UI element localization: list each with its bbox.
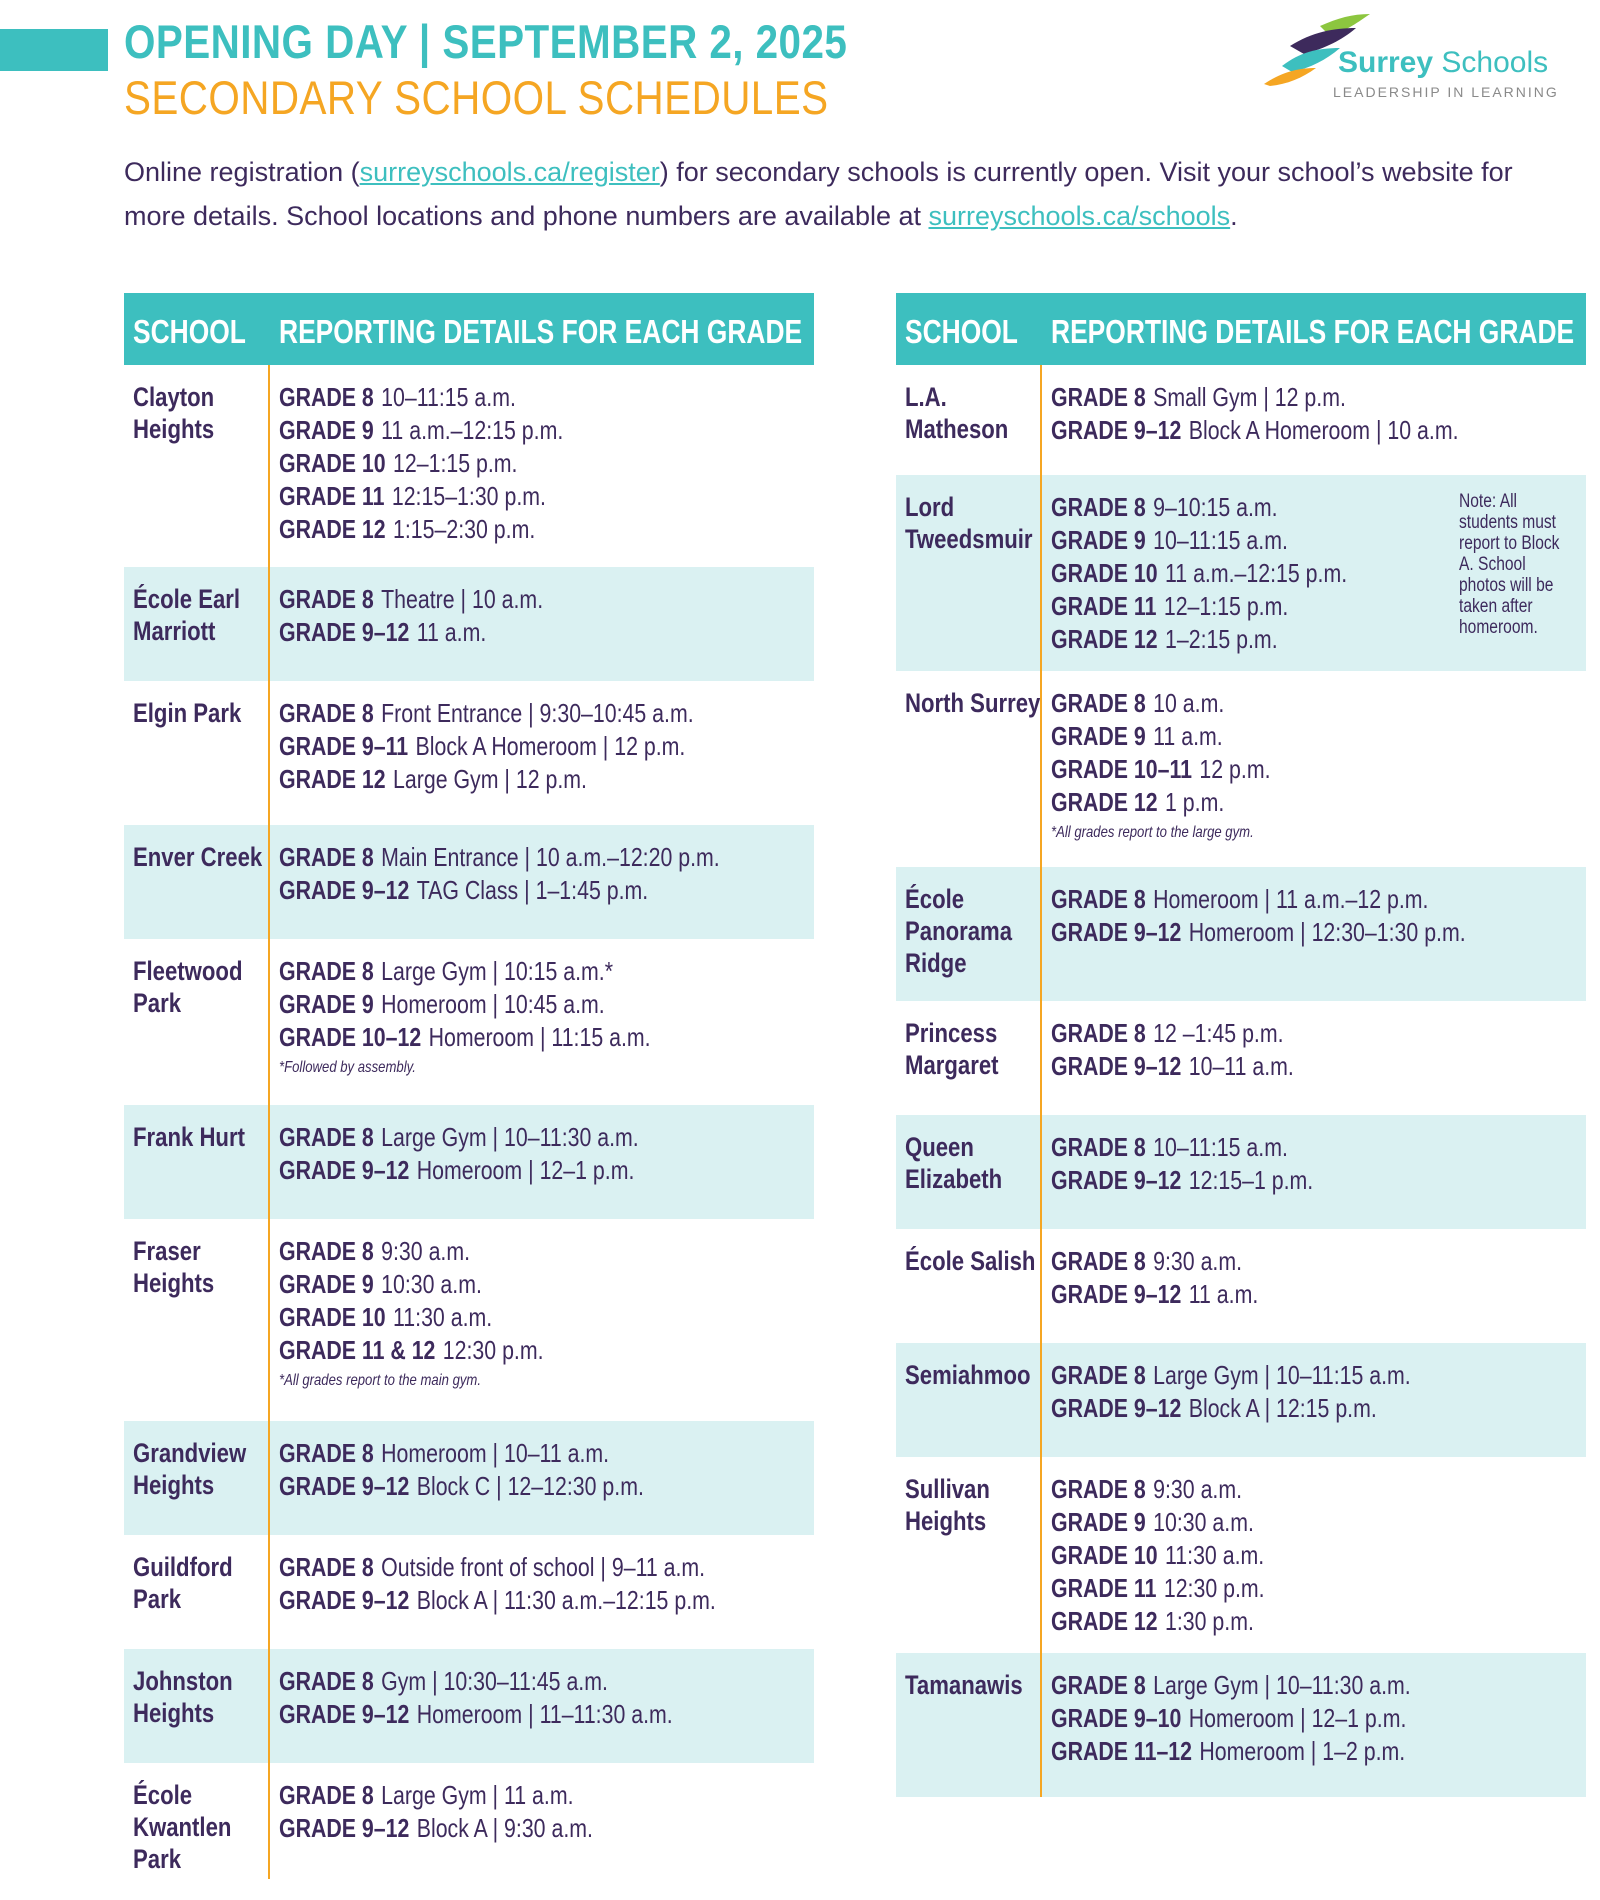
page-subtitle: SECONDARY SCHOOL SCHEDULES <box>124 71 829 124</box>
school-name: Fraser Heights <box>133 1236 215 1298</box>
grade-label: GRADE 9–12 <box>1051 415 1182 445</box>
grade-details: TAG Class | 1–1:45 p.m. <box>416 875 649 905</box>
grade-details: 11:30 a.m. <box>393 1302 493 1332</box>
grade-line <box>1051 1735 1559 1768</box>
grade-label: GRADE 9–12 <box>1051 1279 1182 1309</box>
table-row <box>124 567 814 681</box>
grade-details: Theatre | 10 a.m. <box>381 584 544 614</box>
grade-details: Block A Homeroom | 10 a.m. <box>1188 415 1459 445</box>
grade-label: GRADE 12 <box>1051 787 1158 817</box>
school-name: Lord Tweedsmuir <box>905 492 1033 554</box>
school-name: Frank Hurt <box>133 1122 245 1152</box>
school-name: Queen Elizabeth <box>905 1132 1003 1194</box>
grade-label: GRADE 8 <box>1051 1360 1146 1390</box>
grade-label: GRADE 9 <box>1051 525 1146 555</box>
reporting-details <box>279 583 787 649</box>
grade-label: GRADE 11 <box>1051 591 1157 621</box>
table-header <box>124 293 814 365</box>
grade-label: GRADE 8 <box>279 1122 374 1152</box>
grade-details: Homeroom | 10–11 a.m. <box>381 1438 610 1468</box>
grade-line <box>1051 1473 1559 1506</box>
grade-label: GRADE 8 <box>1051 1018 1146 1048</box>
grade-line <box>279 1154 787 1187</box>
grade-details: Large Gym | 10:15 a.m.* <box>381 956 614 986</box>
table-row <box>124 681 814 825</box>
reporting-details <box>279 697 787 796</box>
grade-label: GRADE 9–12 <box>279 1155 410 1185</box>
column-header-details: REPORTING DETAILS FOR EACH GRADE <box>279 313 803 350</box>
grade-line <box>279 1665 787 1698</box>
header-accent-bar <box>0 29 108 71</box>
grade-details: Large Gym | 11 a.m. <box>381 1780 574 1810</box>
table-row <box>896 365 1586 475</box>
grade-details: 10:30 a.m. <box>381 1269 482 1299</box>
grade-label: GRADE 8 <box>279 1236 374 1266</box>
intro-paragraph: Online registration (surreyschools.ca/register) for secondary schools is currently open. Visit your school’s website for more details. School locations and phone numbers are available at surreyschools.ca/schools. <box>124 157 1513 231</box>
grade-line <box>1051 1669 1559 1702</box>
grade-details: 10–11:15 a.m. <box>381 382 516 412</box>
school-name: Johnston Heights <box>133 1666 233 1728</box>
grade-details: Large Gym | 12 p.m. <box>393 764 587 794</box>
grade-line <box>1051 1278 1559 1311</box>
grade-label: GRADE 11–12 <box>1051 1736 1193 1766</box>
grade-line <box>1051 1605 1559 1638</box>
table-row <box>896 1457 1586 1653</box>
grade-details: 12:30 p.m. <box>442 1335 544 1365</box>
table-body <box>896 365 1586 1797</box>
grade-label: GRADE 8 <box>279 698 374 728</box>
table-row <box>896 1653 1586 1797</box>
grade-line <box>1051 883 1559 916</box>
grade-details: 10–11:15 a.m. <box>1153 1132 1288 1162</box>
school-name: L.A. Matheson <box>905 382 1009 444</box>
grade-label: GRADE 8 <box>279 1666 374 1696</box>
school-name: Enver Creek <box>133 842 263 872</box>
grade-line <box>279 955 787 988</box>
grade-label: GRADE 9 <box>1051 1507 1146 1537</box>
grade-details: 11 a.m.–12:15 p.m. <box>381 415 564 445</box>
grade-label: GRADE 8 <box>279 842 374 872</box>
grade-details: 9:30 a.m. <box>1153 1474 1243 1504</box>
logo-brand-text: Surrey Schools <box>1338 46 1549 79</box>
reporting-details <box>1051 1017 1559 1083</box>
table-row <box>124 1219 814 1421</box>
reporting-details <box>279 1437 787 1503</box>
table-body <box>124 365 814 1879</box>
grade-line <box>279 1301 787 1334</box>
grade-label: GRADE 9 <box>279 415 374 445</box>
grade-details: 1:15–2:30 p.m. <box>393 514 536 544</box>
grade-details: Homeroom | 10:45 a.m. <box>381 989 605 1019</box>
grade-label: GRADE 8 <box>1051 492 1146 522</box>
grade-line <box>279 841 787 874</box>
grade-details: 10 a.m. <box>1153 688 1225 718</box>
grade-label: GRADE 8 <box>279 1780 374 1810</box>
grade-details: 12:15–1:30 p.m. <box>391 481 546 511</box>
reporting-details <box>279 1551 787 1617</box>
grade-details: 11 a.m. <box>1188 1279 1259 1309</box>
table-row <box>896 1115 1586 1229</box>
grade-label: GRADE 8 <box>279 1438 374 1468</box>
grade-details: Block A | 12:15 p.m. <box>1188 1393 1377 1423</box>
grade-details: 12–1:15 p.m. <box>393 448 518 478</box>
grade-label: GRADE 10–12 <box>279 1022 422 1052</box>
grade-details: Large Gym | 10–11:30 a.m. <box>1153 1670 1411 1700</box>
grade-details: 11 a.m.–12:15 p.m. <box>1165 558 1348 588</box>
grade-line <box>279 1698 787 1731</box>
grade-details: 1:30 p.m. <box>1165 1606 1254 1636</box>
grade-line <box>1051 1392 1559 1425</box>
grade-label: GRADE 9–12 <box>1051 1051 1182 1081</box>
grade-label: GRADE 9–11 <box>279 731 409 761</box>
grade-line <box>1051 1539 1559 1572</box>
grade-line <box>279 381 787 414</box>
table-row <box>896 475 1586 671</box>
grade-label: GRADE 9–12 <box>279 1813 410 1843</box>
surrey-schools-logo <box>1260 12 1590 102</box>
grade-line <box>279 583 787 616</box>
grade-label: GRADE 11 <box>1051 1573 1157 1603</box>
grade-line <box>279 447 787 480</box>
table-row <box>124 825 814 939</box>
table-row <box>124 939 814 1105</box>
reporting-details <box>1051 1669 1559 1768</box>
grade-details: Main Entrance | 10 a.m.–12:20 p.m. <box>381 842 720 872</box>
reporting-details <box>1051 883 1559 949</box>
grade-details: 9:30 a.m. <box>1153 1246 1243 1276</box>
grade-details: 11 a.m. <box>416 617 487 647</box>
grade-details: 9:30 a.m. <box>381 1236 471 1266</box>
grade-line <box>279 1021 787 1054</box>
grade-details: Small Gym | 12 p.m. <box>1153 382 1346 412</box>
grade-label: GRADE 8 <box>279 1552 374 1582</box>
table-header <box>896 293 1586 365</box>
grade-line <box>279 1437 787 1470</box>
grade-line <box>279 874 787 907</box>
grade-label: GRADE 8 <box>1051 1246 1146 1276</box>
grade-label: GRADE 9–12 <box>279 1699 410 1729</box>
grade-details: 12 p.m. <box>1199 754 1271 784</box>
table-row <box>124 1105 814 1219</box>
reporting-details <box>279 1235 787 1395</box>
grade-label: GRADE 10 <box>279 448 386 478</box>
grade-details: Homeroom | 11–11:30 a.m. <box>416 1699 673 1729</box>
column-divider <box>1040 365 1042 1797</box>
grade-line <box>279 1235 787 1268</box>
schedule-table-right <box>896 293 1586 1797</box>
grade-line <box>279 1779 787 1812</box>
grade-details: Homeroom | 12:30–1:30 p.m. <box>1188 917 1466 947</box>
grade-line <box>1051 687 1559 720</box>
reporting-details <box>279 841 787 907</box>
grade-details: 10–11 a.m. <box>1188 1051 1294 1081</box>
logo-tagline: LEADERSHIP IN LEARNING <box>1333 84 1559 100</box>
grade-label: GRADE 8 <box>1051 1474 1146 1504</box>
grade-line <box>279 1812 787 1845</box>
grade-details: Homeroom | 1–2 p.m. <box>1199 1736 1406 1766</box>
grade-line <box>279 616 787 649</box>
grade-details: 11:30 a.m. <box>1165 1540 1265 1570</box>
grade-details: 1 p.m. <box>1165 787 1225 817</box>
grade-label: GRADE 9–12 <box>279 1585 410 1615</box>
grade-label: GRADE 8 <box>1051 1132 1146 1162</box>
grade-line <box>279 1470 787 1503</box>
school-name: Guildford Park <box>133 1552 233 1614</box>
grade-details: Homeroom | 12–1 p.m. <box>416 1155 635 1185</box>
grade-details: Block C | 12–12:30 p.m. <box>416 1471 644 1501</box>
grade-label: GRADE 9–12 <box>279 1471 410 1501</box>
table-row <box>896 1229 1586 1343</box>
table-row <box>896 867 1586 1001</box>
grade-details: 11 a.m. <box>1153 721 1223 751</box>
page-title: OPENING DAY | SEPTEMBER 2, 2025 <box>124 15 848 68</box>
school-name: École Salish <box>905 1246 1036 1276</box>
grade-line <box>1051 753 1559 786</box>
grade-line <box>1051 414 1559 447</box>
grade-details: Homeroom | 11:15 a.m. <box>428 1022 651 1052</box>
grade-details: Gym | 10:30–11:45 a.m. <box>381 1666 608 1696</box>
grade-line <box>1051 1359 1559 1392</box>
grade-line <box>1051 1164 1559 1197</box>
grade-details: 10:30 a.m. <box>1153 1507 1254 1537</box>
grade-details: Large Gym | 10–11:15 a.m. <box>1153 1360 1411 1390</box>
grade-details: Homeroom | 11 a.m.–12 p.m. <box>1153 884 1429 914</box>
column-header-school: SCHOOL <box>133 313 246 350</box>
reporting-details <box>279 381 787 546</box>
school-name: École Panorama Ridge <box>905 884 1013 978</box>
grade-line <box>279 763 787 796</box>
grade-line <box>1051 720 1559 753</box>
grade-label: GRADE 8 <box>279 956 374 986</box>
grade-label: GRADE 9–12 <box>279 617 410 647</box>
reporting-details <box>279 1121 787 1187</box>
grade-details: 1–2:15 p.m. <box>1165 624 1278 654</box>
grade-details: 12:15–1 p.m. <box>1188 1165 1314 1195</box>
grade-details: Homeroom | 12–1 p.m. <box>1188 1703 1407 1733</box>
grade-label: GRADE 11 & 12 <box>279 1335 436 1365</box>
grade-label: GRADE 10 <box>1051 1540 1158 1570</box>
grade-line <box>279 697 787 730</box>
grade-label: GRADE 8 <box>1051 688 1146 718</box>
grade-line <box>1051 381 1559 414</box>
grade-details: Front Entrance | 9:30–10:45 a.m. <box>381 698 694 728</box>
grade-line <box>279 414 787 447</box>
register-link[interactable]: surreyschools.ca/register <box>359 157 660 187</box>
table-row <box>124 365 814 567</box>
school-name: Tamanawis <box>905 1670 1023 1700</box>
grade-line <box>279 1551 787 1584</box>
reporting-details <box>1051 1359 1559 1425</box>
reporting-details <box>279 955 787 1082</box>
school-name: École Earl Marriott <box>133 584 241 646</box>
table-row <box>896 1343 1586 1457</box>
grade-label: GRADE 12 <box>279 764 386 794</box>
grade-line <box>1051 1245 1559 1278</box>
grade-line <box>279 1121 787 1154</box>
grade-details: 12–1:15 p.m. <box>1163 591 1289 621</box>
grade-details: Block A | 9:30 a.m. <box>416 1813 593 1843</box>
school-name: Sullivan Heights <box>905 1474 990 1536</box>
grade-details: Block A Homeroom | 12 p.m. <box>415 731 686 761</box>
grade-details: 9–10:15 a.m. <box>1153 492 1278 522</box>
school-name: Semiahmoo <box>905 1360 1031 1390</box>
reporting-details <box>1051 1245 1559 1311</box>
grade-label: GRADE 9 <box>1051 721 1146 751</box>
reporting-details <box>279 1665 787 1731</box>
grade-label: GRADE 10 <box>279 1302 386 1332</box>
school-name: Princess Margaret <box>905 1018 999 1080</box>
grade-details: Large Gym | 10–11:30 a.m. <box>381 1122 639 1152</box>
grade-label: GRADE 8 <box>279 382 374 412</box>
reporting-details <box>1051 1131 1559 1197</box>
grade-line <box>1051 1702 1559 1735</box>
row-footnote: *All grades report to the main gym. <box>279 1372 482 1389</box>
grade-line <box>279 1268 787 1301</box>
school-name: Grandview Heights <box>133 1438 247 1500</box>
grade-line <box>279 1584 787 1617</box>
grade-label: GRADE 8 <box>279 584 374 614</box>
grade-label: GRADE 9–12 <box>1051 917 1182 947</box>
reporting-details <box>1051 687 1559 847</box>
grade-label: GRADE 9–10 <box>1051 1703 1182 1733</box>
grade-line <box>1051 1572 1559 1605</box>
grade-details: 12 –1:45 p.m. <box>1153 1018 1284 1048</box>
schools-link[interactable]: surreyschools.ca/schools <box>928 201 1231 231</box>
grade-details: 10–11:15 a.m. <box>1153 525 1288 555</box>
grade-label: GRADE 11 <box>279 481 385 511</box>
grade-label: GRADE 8 <box>1051 1670 1146 1700</box>
grade-line <box>1051 916 1559 949</box>
table-row <box>124 1421 814 1535</box>
row-footnote: *Followed by assembly. <box>279 1059 416 1076</box>
grade-line <box>1051 1050 1559 1083</box>
table-row <box>896 1001 1586 1115</box>
grade-details: Block A | 11:30 a.m.–12:15 p.m. <box>416 1585 716 1615</box>
table-row <box>896 671 1586 867</box>
grade-details: Outside front of school | 9–11 a.m. <box>381 1552 706 1582</box>
school-name: Clayton Heights <box>133 382 215 444</box>
reporting-details <box>1051 381 1559 447</box>
column-header-school: SCHOOL <box>905 313 1018 350</box>
school-name: École Kwantlen Park <box>133 1780 232 1874</box>
grade-label: GRADE 12 <box>1051 1606 1158 1636</box>
table-row <box>124 1763 814 1879</box>
side-note: Note: All students must report to Block A. School photos will be taken after homeroom. <box>1459 491 1560 638</box>
grade-label: GRADE 10 <box>1051 558 1158 588</box>
grade-line <box>279 1334 787 1367</box>
column-divider <box>268 365 270 1879</box>
grade-label: GRADE 9–12 <box>279 875 410 905</box>
school-name: Fleetwood Park <box>133 956 243 1018</box>
school-name: North Surrey <box>905 688 1041 718</box>
grade-line <box>1051 1017 1559 1050</box>
grade-line <box>279 480 787 513</box>
grade-line <box>1051 1506 1559 1539</box>
grade-line <box>279 730 787 763</box>
grade-details: 12:30 p.m. <box>1163 1573 1265 1603</box>
grade-label: GRADE 10–11 <box>1051 754 1193 784</box>
grade-label: GRADE 12 <box>1051 624 1158 654</box>
grade-label: GRADE 9 <box>279 1269 374 1299</box>
reporting-details <box>1051 1473 1559 1638</box>
school-name: Elgin Park <box>133 698 242 728</box>
column-header-details: REPORTING DETAILS FOR EACH GRADE <box>1051 313 1575 350</box>
row-footnote: *All grades report to the large gym. <box>1051 824 1254 841</box>
grade-label: GRADE 9–12 <box>1051 1393 1182 1423</box>
grade-label: GRADE 8 <box>1051 382 1146 412</box>
grade-line <box>1051 1131 1559 1164</box>
grade-line <box>279 988 787 1021</box>
table-row <box>124 1649 814 1763</box>
table-row <box>124 1535 814 1649</box>
schedule-table-left <box>124 293 814 1879</box>
grade-line <box>279 513 787 546</box>
grade-line <box>1051 786 1559 819</box>
reporting-details <box>279 1779 787 1845</box>
grade-label: GRADE 9–12 <box>1051 1165 1182 1195</box>
grade-label: GRADE 12 <box>279 514 386 544</box>
grade-label: GRADE 9 <box>279 989 374 1019</box>
grade-label: GRADE 8 <box>1051 884 1146 914</box>
